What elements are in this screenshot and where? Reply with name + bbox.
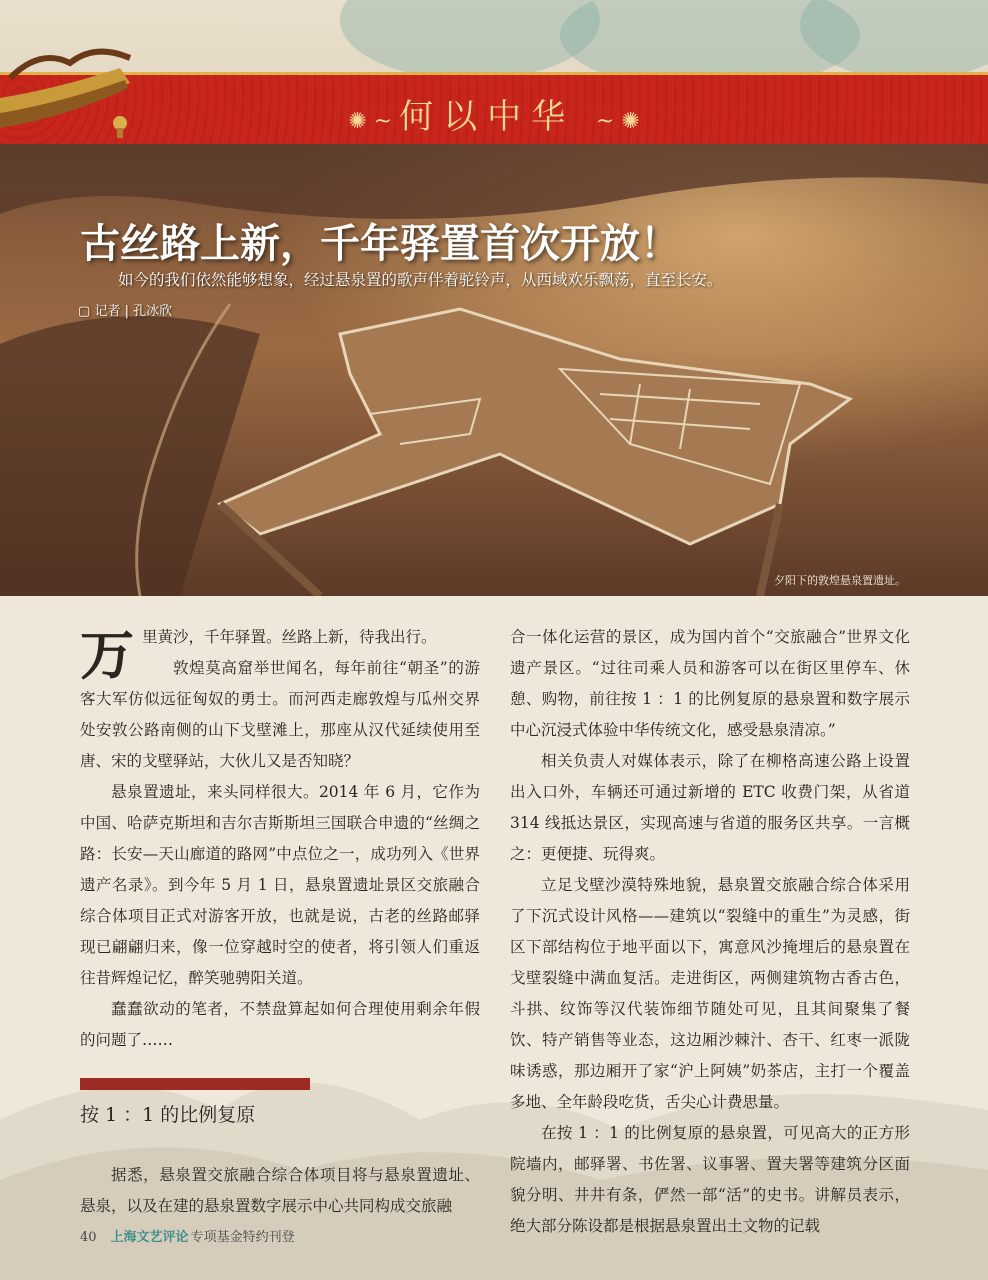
paragraph-9: 在按 1 ：1 的比例复原的悬泉置，可见高大的正方形院墙内，邮驿署、书佐署、议事署、置夫署等建筑分区面貌分明、井井有条，俨然一部“活”的史书。讲解员表示，绝大部分陈设都是根据悬泉置出土文物的记载 bbox=[510, 1124, 910, 1235]
paragraph-1-text: 里黄沙，千年驿置。丝路上新，待我出行。 bbox=[142, 628, 437, 646]
paragraph-7: 相关负责人对媒体表示，除了在柳格高速公路上设置出入口外，车辆还可通过新增的 ETC 收费门架，从省道 314 线抵达景区，实现高速与省道的服务区共享。一言概之：更便捷、玩得爽。 bbox=[510, 752, 910, 863]
page-footer bbox=[80, 1226, 295, 1245]
banner-title-text: 何以中华 bbox=[399, 97, 576, 137]
paragraph-2: 敦煌莫高窟举世闻名，每年前往“朝圣”的游客大军仿似远征匈奴的勇士。而河西走廊敦煌与瓜州交界处安敦公路南侧的山下戈壁滩上，那座从汉代延续使用至唐、宋的戈壁驿站，大伙儿又是否知晓？ bbox=[80, 659, 480, 770]
section-heading: 按 1 ：1 的比例复原 bbox=[80, 1104, 256, 1126]
section-divider bbox=[80, 1078, 310, 1090]
paragraph-4: 蠢蠢欲动的笔者，不禁盘算起如何合理使用剩余年假的问题了…… bbox=[80, 1000, 480, 1049]
paragraph-8: 立足戈壁沙漠特殊地貌，悬泉置交旅融合综合体采用了下沉式设计风格——建筑以“裂缝中的重生”为灵感，街区下部结构位于地平面以下，寓意风沙掩埋后的悬泉置在戈壁裂缝中满血复活。走进街区，两侧建筑物古香古色，斗拱、纹饰等汉代装饰细节随处可见，且其间聚集了餐饮、特产销售等业态，这边厢沙棘汁、杏干、红枣一派陇味诱惑，那边厢开了家“沪上阿姨”奶茶店，主打一个覆盖多地、全年龄段吃货，舌尖心计费思量。 bbox=[510, 876, 910, 1111]
byline-text: 记者 | 孔冰欣 bbox=[94, 304, 173, 319]
paragraph-5: 据悉，悬泉置交旅融合综合体项目将与悬泉置遗址、悬泉，以及在建的悬泉置数字展示中心共同构成交旅融 bbox=[80, 1166, 480, 1215]
paragraph-3: 悬泉置遗址，来头同样很大。2014 年 6 月，它作为中国、哈萨克斯坦和吉尔吉斯斯坦三国联合申遗的“丝绸之路：长安—天山廊道的路网”中点位之一，成功列入《世界遗产名录》。到今年 5 月 1 日，悬泉置遗址景区交旅融合综合体项目正式对游客开放，也就是说，古老的丝路邮驿现已翩翩归来，像一位穿越时空的使者，将引领人们重返往昔辉煌记忆，醉笑驰骋阳关道。 bbox=[80, 783, 480, 987]
photo-caption: 夕阳下的敦煌悬泉置遗址。 bbox=[774, 574, 906, 587]
cloud-ornament-icon: ✺ ~ bbox=[348, 109, 400, 134]
article-headline: 古丝路上新，千年驿置首次开放！ bbox=[80, 221, 680, 267]
publication-name: 上海文艺评论 bbox=[110, 1230, 189, 1245]
article-column-left bbox=[80, 622, 480, 1056]
paragraph-1 bbox=[80, 622, 480, 687]
dragon-roof-icon bbox=[0, 28, 150, 138]
drop-cap: 万 bbox=[80, 623, 134, 687]
article-byline bbox=[78, 300, 172, 319]
page-number: 40 bbox=[80, 1230, 97, 1245]
paragraph-6: 合一体化运营的景区，成为国内首个“交旅融合”世界文化遗产景区。“过往司乘人员和游客可以在街区里停车、休憩、购物，前往按 1 ：1 的比例复原的悬泉置和数字展示中心沉浸式体验中华传统文化，感受悬泉清凉。” bbox=[510, 628, 910, 739]
cloud-ornament-icon: ~ ✺ bbox=[595, 109, 640, 134]
pen-icon: ▢ bbox=[78, 304, 91, 319]
article-column-right bbox=[510, 622, 910, 1242]
article-column-left-bottom bbox=[80, 1160, 480, 1222]
article-lead: 如今的我们依然能够想象，经过悬泉置的歌声伴着驼铃声，从西域欢乐飘荡，直至长安。 bbox=[118, 271, 723, 289]
hero-photo bbox=[0, 144, 988, 596]
footer-note: 专项基金特约刊登 bbox=[190, 1230, 295, 1245]
